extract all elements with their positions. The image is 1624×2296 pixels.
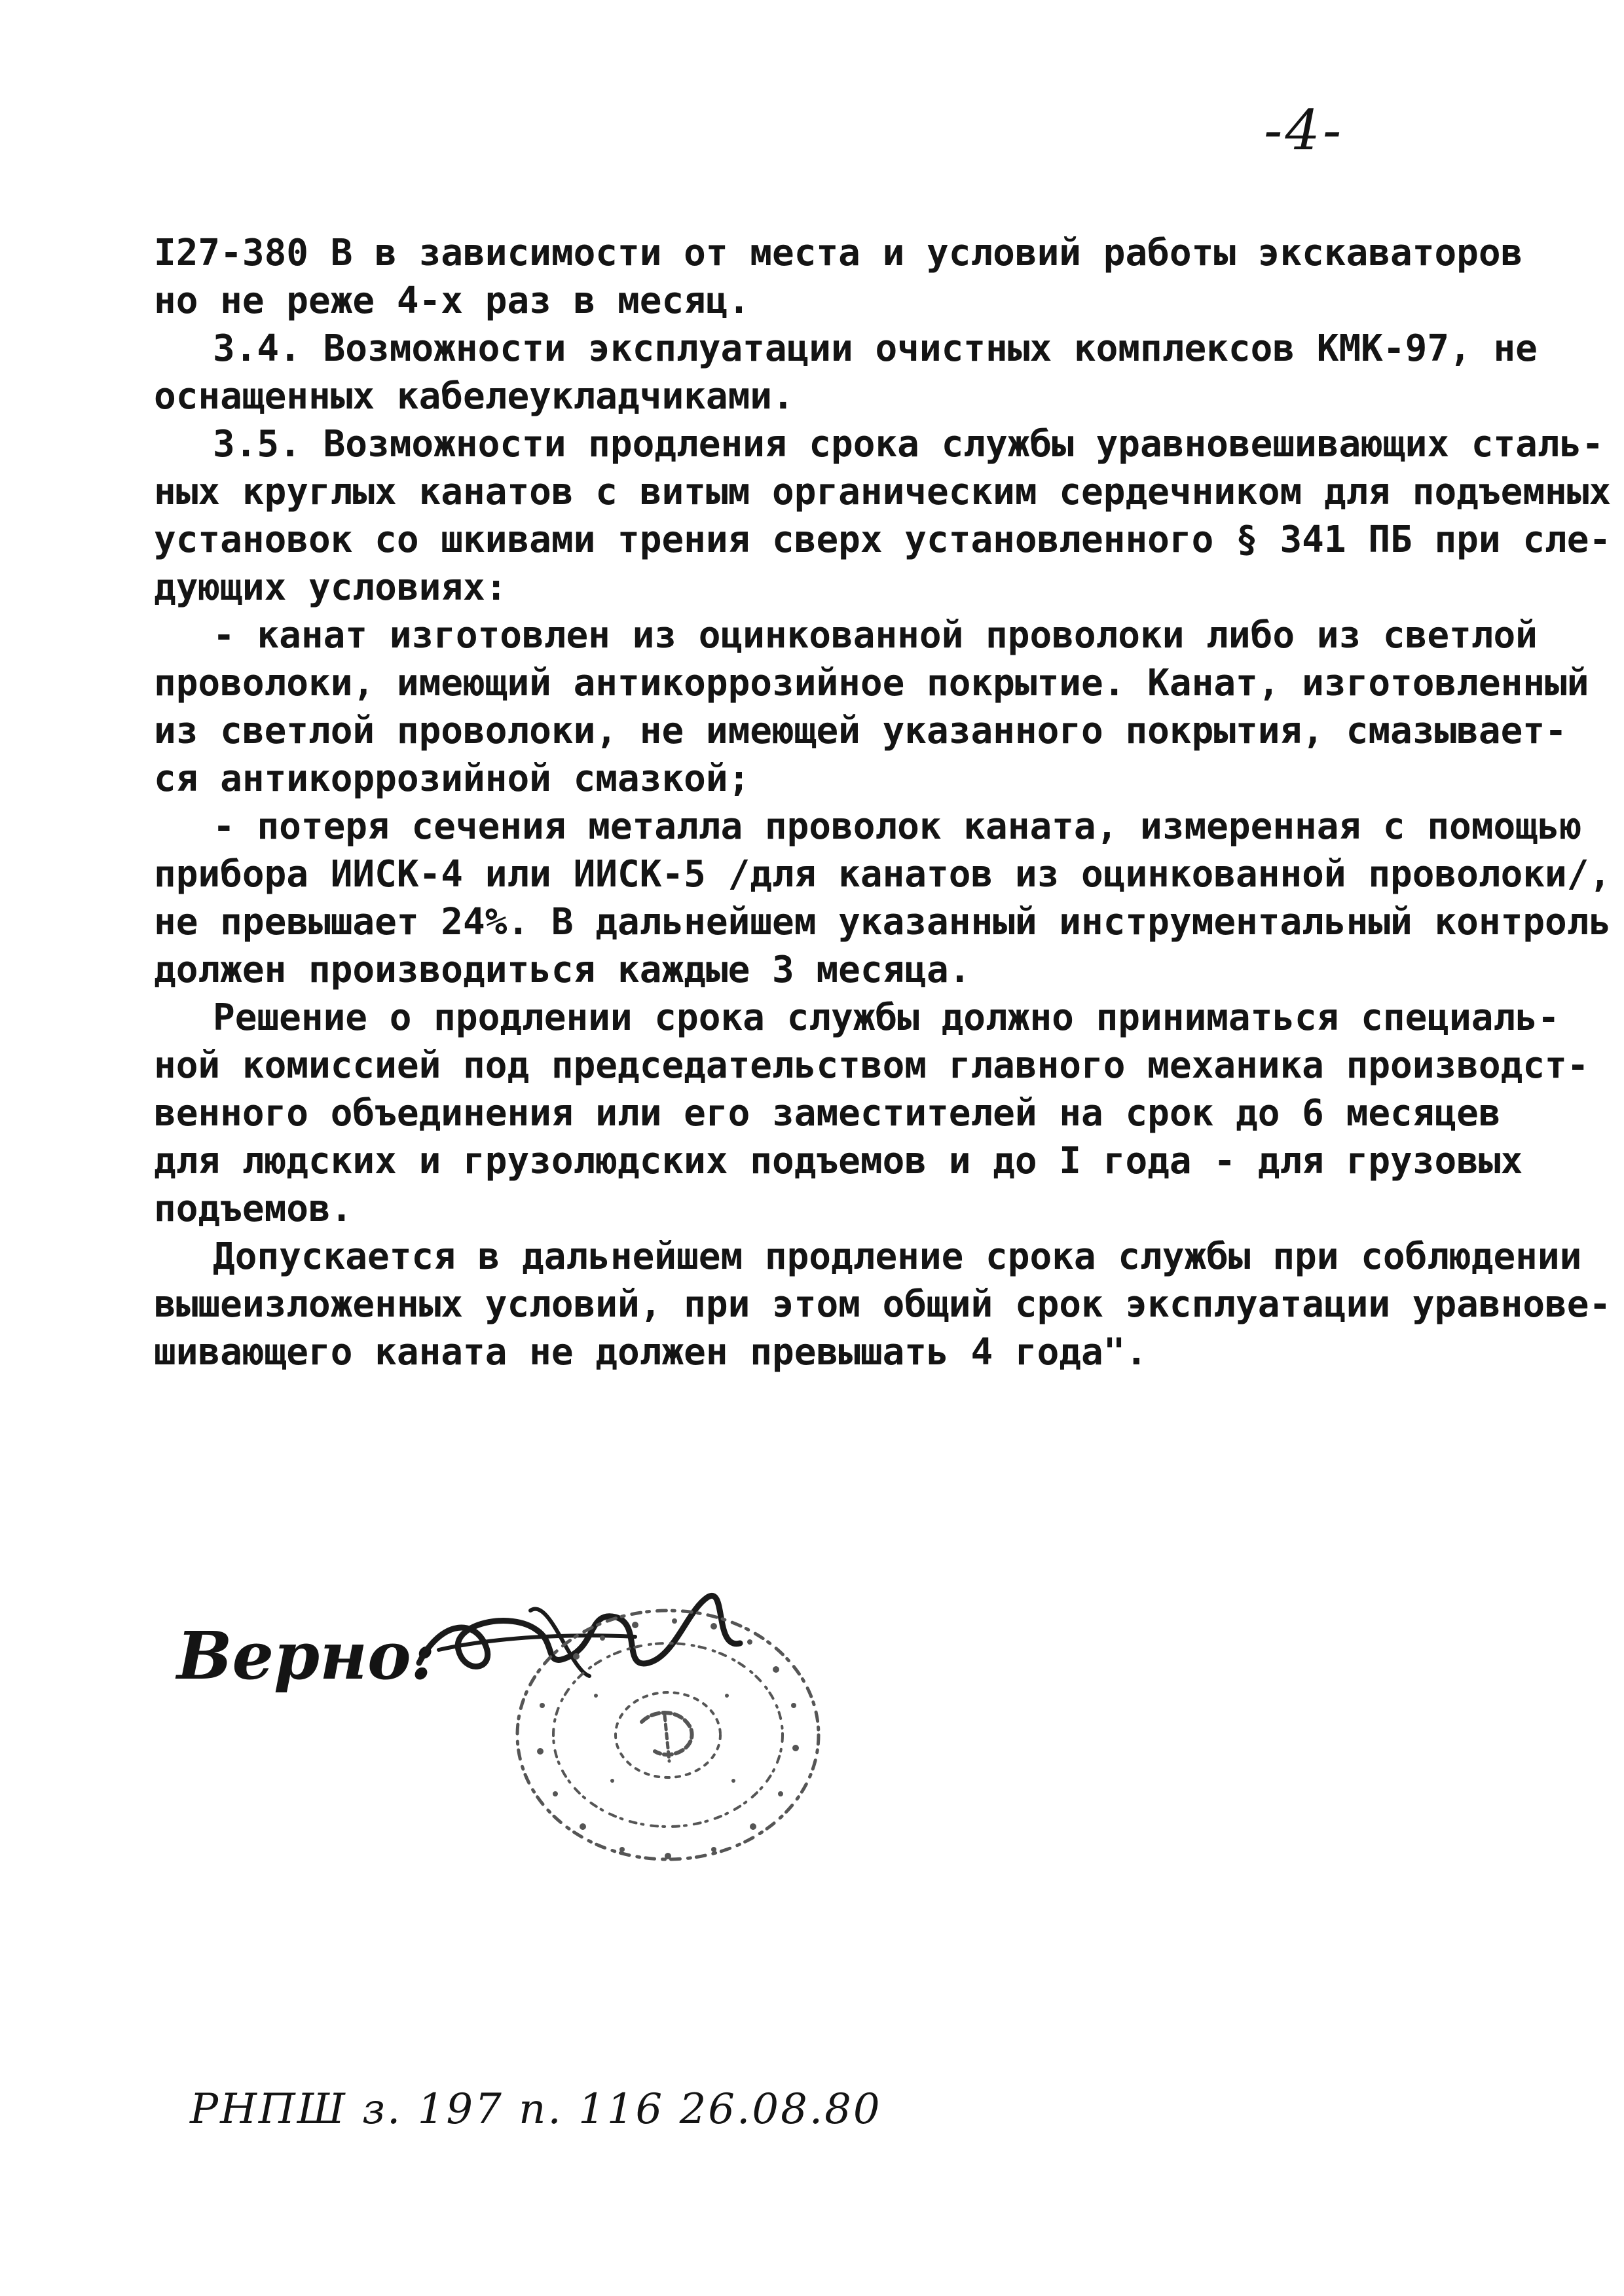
body-line: 3.4. Возможности эксплуатации очистных комплексов КМК-97, не [213, 327, 1538, 370]
body-line: - потеря сечения металла проволок каната, измеренная с помощью [213, 805, 1582, 848]
body-line: проволоки, имеющий антикоррозийное покрытие. Канат, изготовленный [154, 662, 1589, 704]
body-line: - канат изготовлен из оцинкованной проволоки либо из светлой [213, 614, 1538, 657]
body-line: 3.5. Возможности продления срока службы уравновешивающих сталь- [213, 423, 1604, 465]
body-line: шивающего каната не должен превышать 4 года". [154, 1331, 1148, 1374]
body-line: ся антикоррозийной смазкой; [154, 757, 750, 800]
document-body [154, 229, 1612, 1376]
body-line: дующих условиях: [154, 566, 507, 609]
body-line: установок со шкивами трения сверх установленного § 341 ПБ при сле- [154, 519, 1612, 561]
body-line: Допускается в дальнейшем продление срока службы при соблюдении [213, 1235, 1582, 1278]
body-line: но не реже 4-х раз в месяц. [154, 280, 750, 322]
body-line: для людских и грузолюдских подъемов и до I года - для грузовых [154, 1140, 1523, 1182]
body-line: подъемов. [154, 1188, 353, 1230]
body-line: Решение о продлении срока службы должно приниматься специаль- [213, 996, 1560, 1039]
verification-block [170, 1571, 1480, 1899]
body-line: не превышает 24%. В дальнейшем указанный инструментальный контроль [154, 901, 1612, 943]
body-line: I27-380 В в зависимости от места и условий работы экскаваторов [154, 232, 1523, 274]
body-line: вышеизложенных условий, при этом общий срок эксплуатации уравнове- [154, 1283, 1612, 1326]
body-line: из светлой проволоки, не имеющей указанного покрытия, смазывает- [154, 710, 1567, 752]
verification-label: Верно: [177, 1617, 435, 1694]
footer-registry-note: РНПШ з. 197 п. 116 26.08.80 [190, 2085, 882, 2134]
body-line: ной комиссией под председательством главного механика производст- [154, 1044, 1589, 1087]
body-line: оснащенных кабелеукладчиками. [154, 375, 794, 418]
body-line: должен производиться каждые 3 месяца. [154, 949, 971, 991]
stamp-seal [498, 1597, 838, 1872]
page-number: -4- [1264, 98, 1344, 162]
body-line: прибора ИИСК-4 или ИИСК-5 /для канатов из оцинкованной проволоки/, [154, 853, 1612, 896]
body-line: венного объединения или его заместителей на срок до 6 месяцев [154, 1092, 1501, 1135]
body-line: ных круглых канатов с витым органическим сердечником для подъемных [154, 471, 1612, 513]
